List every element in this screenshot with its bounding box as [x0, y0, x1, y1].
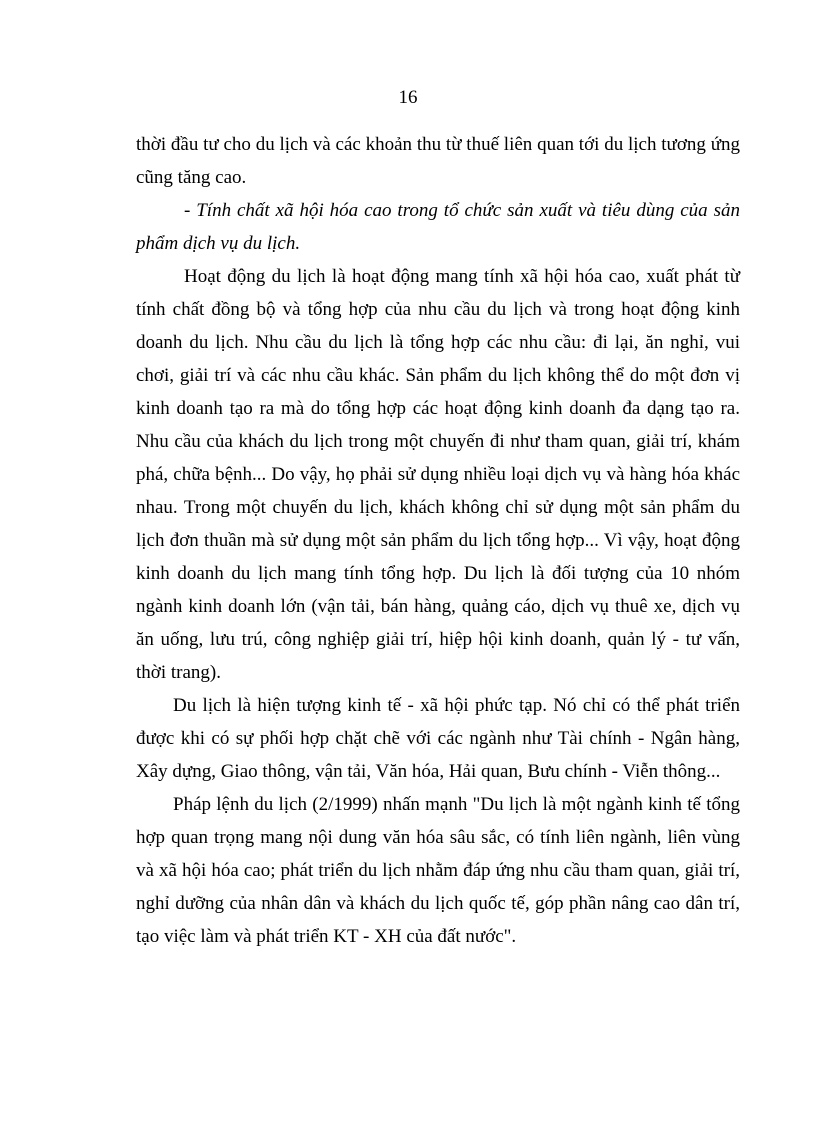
paragraph-social-nature: Hoạt động du lịch là hoạt động mang tính xã hội hóa cao, xuất phát từ tính chất đồng bộ và tổng hợp của nhu cầu du lịch và trong hoạt động kinh doanh du lịch. Nhu cầu du lịch là tổng hợp các nhu cầu: đi lại, ăn nghỉ, vui chơi, giải trí và các nhu cầu khác. Sản phẩm du lịch không thể do một đơn vị kinh doanh tạo ra mà do tổng hợp các hoạt động kinh doanh đa dạng tạo ra. Nhu cầu của khách du lịch trong một chuyến đi như tham quan, giải trí, khám phá, chữa bệnh... Do vậy, họ phải sử dụng nhiều loại dịch vụ và hàng hóa khác nhau. Trong một chuyến du lịch, khách không chỉ sử dụng một sản phẩm du lịch đơn thuần mà sử dụng một sản phẩm du lịch tổng hợp... Vì vậy, hoạt động kinh doanh du lịch mang tính tổng hợp. Du lịch là đối tượng của 10 nhóm ngành kinh doanh lớn (vận tải, bán hàng, quảng cáo, dịch vụ thuê xe, dịch vụ ăn uống, lưu trú, công nghiệp giải trí, hiệp hội kinh doanh, quản lý - tư vấn, thời trang).	[136, 266, 740, 683]
paragraph-continuation: thời đầu tư cho du lịch và các khoản thu từ thuế liên quan tới du lịch tương ứng cũng tăng cao.	[136, 134, 740, 188]
section-heading-italic: - Tính chất xã hội hóa cao trong tổ chức sản xuất và tiêu dùng của sản phẩm dịch vụ du lịch.	[136, 200, 740, 254]
page-number: 16	[398, 87, 418, 108]
paragraph-complex-phenomenon: Du lịch là hiện tượng kinh tế - xã hội phức tạp. Nó chỉ có thể phát triển được khi có sự phối hợp chặt chẽ với các ngành như Tài chính - Ngân hàng, Xây dựng, Giao thông, vận tải, Văn hóa, Hải quan, Bưu chính - Viễn thông...	[136, 695, 740, 782]
paragraph-tourism-ordinance: Pháp lệnh du lịch (2/1999) nhấn mạnh "Du lịch là một ngành kinh tế tổng hợp quan trọng mang nội dung văn hóa sâu sắc, có tính liên ngành, liên vùng và xã hội hóa cao; phát triển du lịch nhằm đáp ứng nhu cầu tham quan, giải trí, nghỉ dưỡng của nhân dân và khách du lịch quốc tế, góp phần nâng cao dân trí, tạo việc làm và phát triển KT - XH của đất nước".	[136, 794, 740, 947]
body-text	[136, 128, 740, 953]
